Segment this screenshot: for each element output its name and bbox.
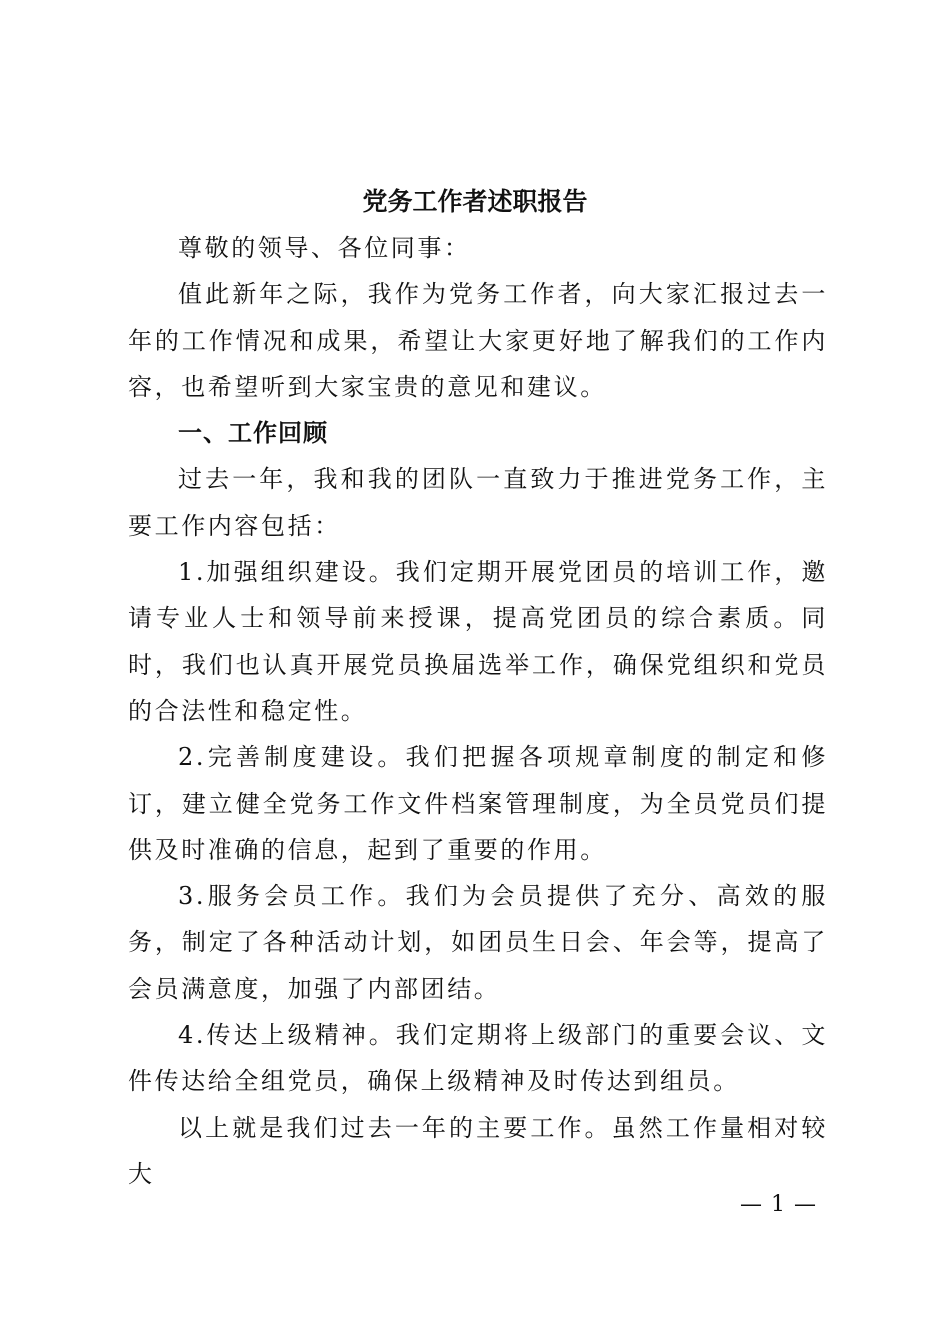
document-title: 党务工作者述职报告 [362, 187, 588, 216]
document-body [128, 225, 828, 1197]
closing-paragraph: 以上就是我们过去一年的主要工作。虽然工作量相对较大 [128, 1113, 828, 1188]
salutation: 尊敬的领导、各位同事： [178, 234, 471, 262]
item-paragraph-1: 1.加强组织建设。我们定期开展党团员的培训工作，邀请专业人士和领导前来授课，提高党团员的综合素质。同时，我们也认真开展党员换届选举工作，确保党组织和党员的合法性和稳定性。 [128, 558, 828, 725]
item-paragraph-3: 3.服务会员工作。我们为会员提供了充分、高效的服务，制定了各种活动计划，如团员生日会、年会等，提高了会员满意度，加强了内部团结。 [128, 882, 828, 1003]
intro-paragraph: 值此新年之际，我作为党务工作者，向大家汇报过去一年的工作情况和成果，希望让大家更好地了解我们的工作内容，也希望听到大家宝贵的意见和建议。 [128, 280, 828, 401]
item-paragraph-4: 4.传达上级精神。我们定期将上级部门的重要会议、文件传达给全组党员，确保上级精神及时传达到组员。 [128, 1021, 828, 1096]
page-number: — 1 — [740, 1192, 817, 1217]
section-lead-paragraph: 过去一年，我和我的团队一直致力于推进党务工作，主要工作内容包括： [128, 465, 828, 540]
item-paragraph-2: 2.完善制度建设。我们把握各项规章制度的制定和修订，建立健全党务工作文件档案管理制度，为全员党员们提供及时准确的信息，起到了重要的作用。 [128, 743, 828, 864]
section-heading-work-review: 一、工作回顾 [178, 419, 328, 448]
